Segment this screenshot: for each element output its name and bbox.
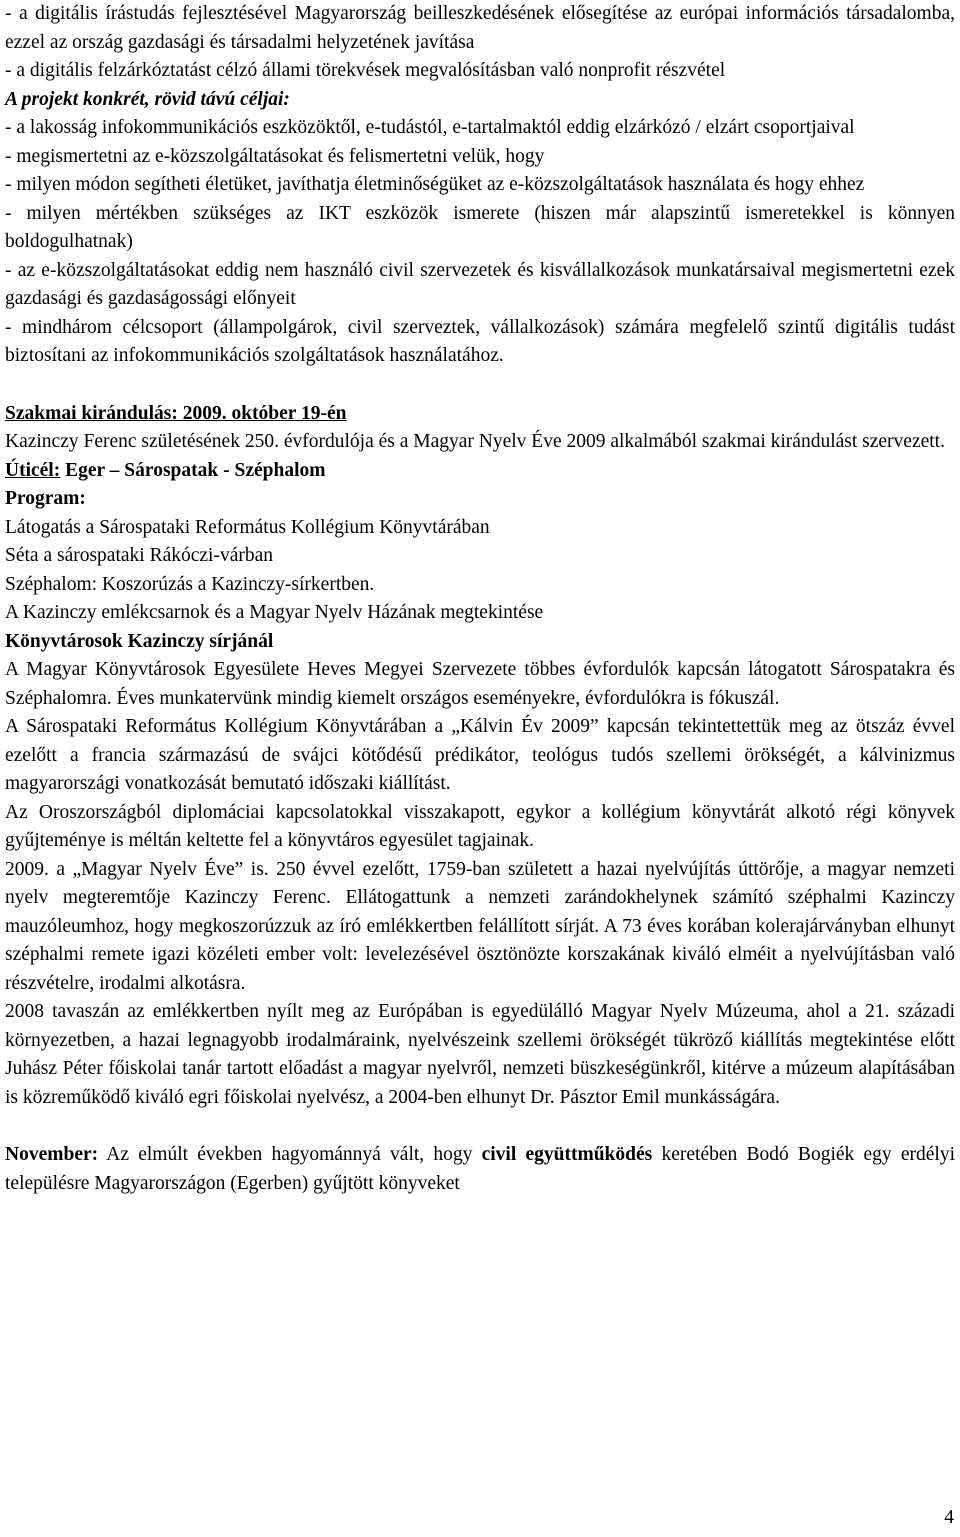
document-page	[5, 0, 955, 1198]
goal-item-4: - milyen mértékben szükséges az IKT eszközök ismerete (hiszen már alapszintű ismeretekkel is könnyen boldogulhatnak)	[5, 202, 955, 252]
program-item-3: Széphalom: Koszorúzás a Kazinczy-sírkertben.	[5, 573, 375, 595]
page-number: 4	[944, 1507, 954, 1528]
destination-line	[5, 457, 955, 486]
november-text-2: keretében Bodó Bogiék egy erdélyi településre Magyarországon (Egerben) gyűjtött könyveket	[5, 1144, 955, 1194]
spacer	[5, 1112, 955, 1141]
goal-item-1: - a lakosság infokommunikációs eszközöktől, e-tudástól, e-tartalmaktól eddig elzárkózó / elzárt csoportjaival	[5, 117, 855, 138]
program-item-2: Séta a sárospataki Rákóczi-várban	[5, 545, 274, 566]
destination-value: Eger – Sárospatak - Széphalom	[65, 459, 326, 481]
heading-librarians: Könyvtárosok Kazinczy sírjánál	[5, 630, 274, 652]
program-item-4: A Kazinczy emlékcsarnok és a Magyar Nyelv Házának megtekintése	[5, 602, 544, 623]
paragraph-language-year: 2009. a „Magyar Nyelv Éve” is. 250 évvel ezelőtt, 1759-ban született a hazai nyelvújítás úttörője, a magyar nemzeti nyelv megteremtője Kazinczy Ferenc. Ellátogattunk a nemzeti zarándokhelynek számító széphalmi Kazinczy mauzóleumhoz, hogy megkoszorúzzuk az író emlékkertben felállított sírját. A 73 éves korában kolerajárványban elhunyt széphalmi remete igazi közéleti ember volt: levelezésével ösztönözte korszakának kiváló elméit a nyelvújításban való részvételre, irodalmi alkotásra.	[5, 858, 955, 994]
paragraph-association-visit: A Magyar Könyvtárosok Egyesülete Heves Megyei Szervezete többes évfordulók kapcsán látogatott Sárospatakra és Széphalomra. Éves munkatervünk mindig kiemelt országos eseményekre, évfordulókra is fókuszál.	[5, 659, 955, 709]
november-bold: civil együttműködés	[481, 1144, 653, 1165]
paragraph-trip-intro: Kazinczy Ferenc születésének 250. évfordulója és a Magyar Nyelv Éve 2009 alkalmából szakmai kirándulást szervezett.	[5, 431, 945, 452]
paragraph-calvin-year: A Sárospataki Református Kollégium Könyvtárában a „Kálvin Év 2009” kapcsán tekintettettük meg az ötszáz évvel ezelőtt a francia származású de svájci kötődésű prédikátor, teológus tudós szellemi örökségét, a kálvinizmus magyarországi vonatkozását bemutató időszaki kiállítást.	[5, 716, 955, 794]
spacer	[5, 371, 955, 400]
paragraph-language-museum: 2008 tavaszán az emlékkertben nyílt meg az Európában is egyedülálló Magyar Nyelv Múzeuma, ahol a 21. századi környezetben, a hazai legnagyobb irodalmáraink, nyelvészeink szellemi örökségét tükröző kiállítás megtekintése előtt Juhász Péter főiskolai tanár tartott előadást a magyar nyelvről, nemzeti büszkeségünkről, kitérve a múzeum alapításában is közreműködő kiváló egri főiskolai nyelvész, a 2004-ben elhunyt Dr. Pásztor Emil munkásságára.	[5, 1001, 955, 1108]
goal-item-3: - milyen módon segítheti életüket, javíthatja életminőségüket az e-közszolgáltatások használata és hogy ehhez	[5, 174, 865, 195]
goal-item-2: - megismertetni az e-közszolgáltatásokat és felismertetni velük, hogy	[5, 145, 545, 167]
november-label: November:	[5, 1144, 99, 1165]
destination-label: Úticél:	[5, 459, 61, 481]
program-label: Program:	[5, 488, 86, 509]
goal-item-6: - mindhárom célcsoport (állampolgárok, civil szerveztek, vállalkozások) számára megfelelő szintű digitális tudást biztosítani az infokommunikációs szolgáltatások használatához.	[5, 316, 955, 366]
heading-professional-trip: Szakmai kirándulás: 2009. október 19-én	[5, 402, 347, 424]
heading-short-term-goals: A projekt konkrét, rövid távú céljai:	[5, 88, 290, 110]
november-text-1: Az elmúlt években hagyománnyá vált, hogy	[98, 1144, 482, 1165]
paragraph-goal-nonprofit: - a digitális felzárkóztatást célzó állami törekvések megvalósításban való nonprofit részvétel	[5, 60, 726, 81]
paragraph-book-collection: Az Oroszországból diplomáciai kapcsolatokkal visszakapott, egykor a kollégium könyvtárát alkotó régi könyvek gyűjteménye is méltán keltette fel a könyvtáros egyesület tagjainak.	[5, 801, 955, 851]
paragraph-goal-digital-literacy: - a digitális írástudás fejlesztésével Magyarország beilleszkedésének elősegítése az európai információs társadalomba, ezzel az ország gazdasági és társadalmi helyzetének javítása	[5, 3, 955, 53]
program-item-1: Látogatás a Sárospataki Református Kollégium Könyvtárában	[5, 516, 490, 538]
paragraph-november	[5, 1141, 955, 1198]
goal-item-5: - az e-közszolgáltatásokat eddig nem használó civil szervezetek és kisvállalkozások munkatársaival megismertetni ezek gazdasági és gazdaságossági előnyeit	[5, 259, 955, 309]
